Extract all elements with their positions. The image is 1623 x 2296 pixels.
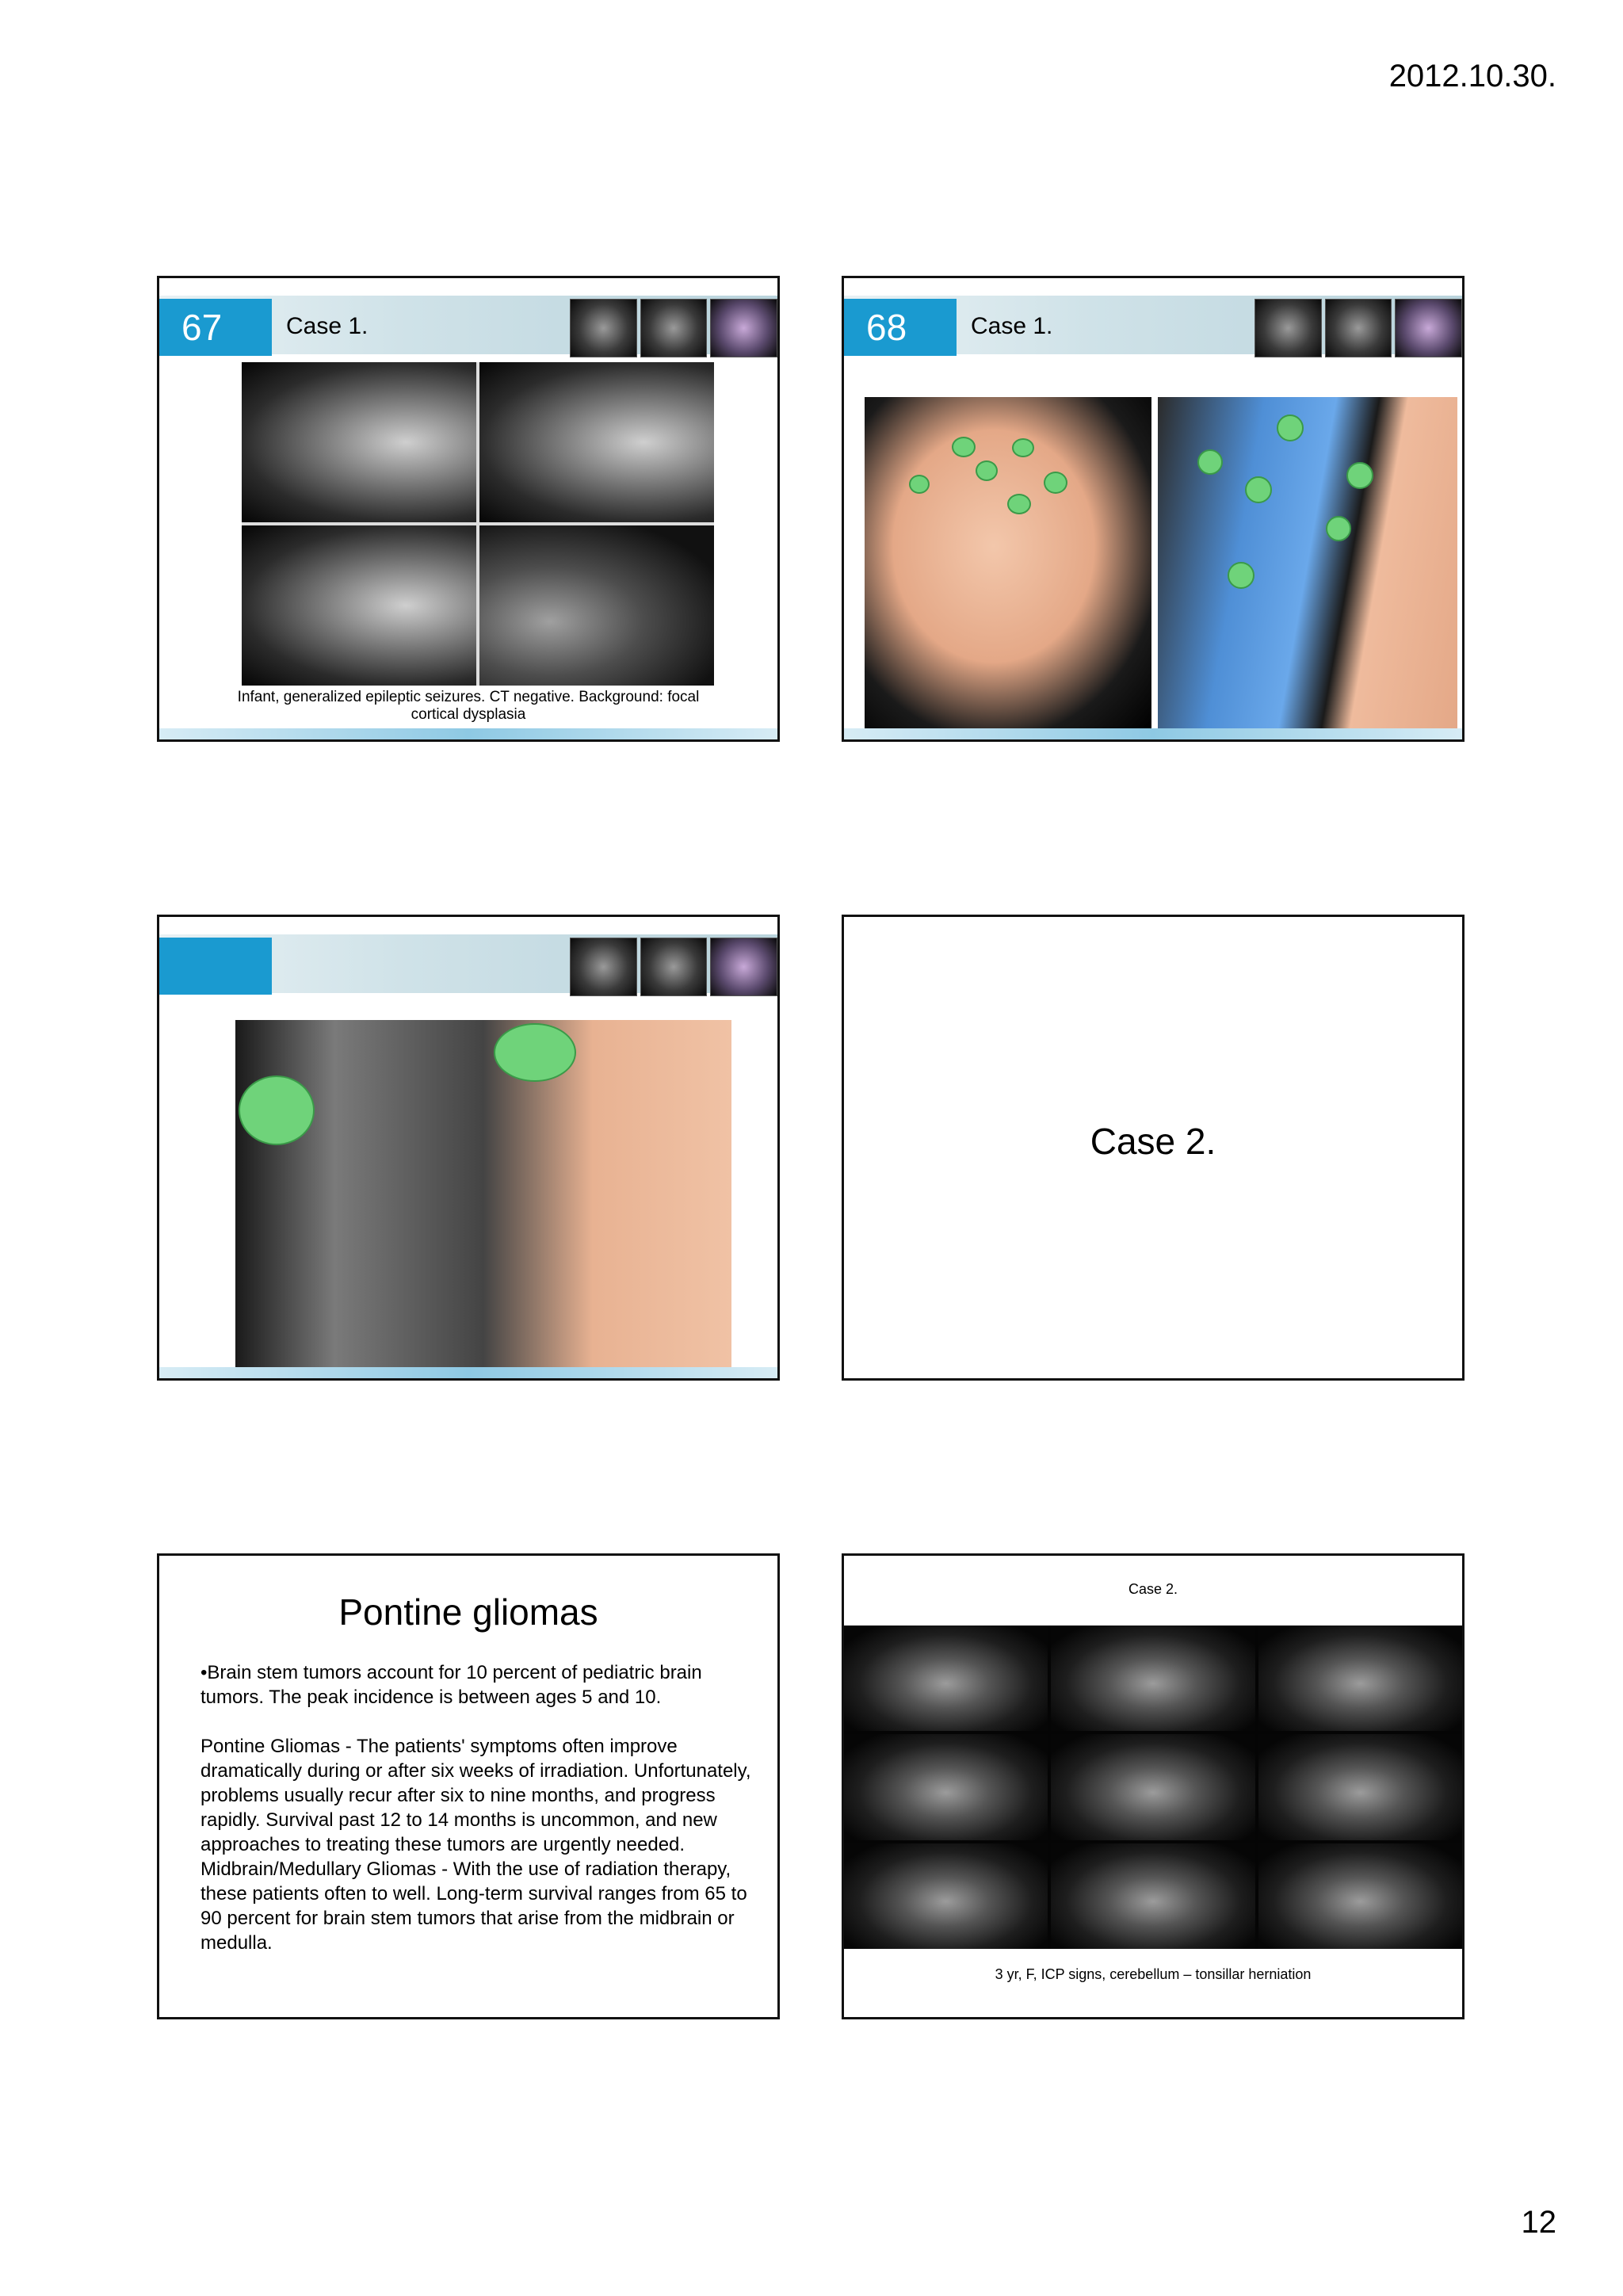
mri-thumbnail <box>640 299 708 357</box>
page-date: 2012.10.30. <box>1388 59 1556 94</box>
slide-68 <box>842 276 1465 742</box>
3d-head-render <box>865 397 1151 728</box>
mri-axial-slice <box>1051 1734 1254 1839</box>
mri-axial-slice <box>844 1734 1048 1839</box>
slide-67 <box>157 276 780 742</box>
slide-69 <box>157 915 780 1381</box>
slide-caption: 3 yr, F, ICP signs, cerebellum – tonsillar herniation <box>995 1966 1312 1982</box>
slide-title: Case 2. <box>1090 1121 1216 1162</box>
body-paragraph: Midbrain/Medullary Gliomas - With the use of radiation therapy, these patients often to well. Long-term survival ranges from 65 to 90 percent for brain stem tumors that arise from the midbrain or medulla. <box>200 1859 747 1954</box>
mri-axial-slice <box>1051 1843 1254 1949</box>
mri-axial-slice <box>844 1843 1048 1949</box>
slide-bottom-strip <box>844 728 1462 739</box>
mri-coronal-image <box>242 525 476 686</box>
slide-number: 68 <box>844 299 957 356</box>
mri-axial-image <box>242 362 476 522</box>
mri-thumbnail <box>1325 299 1392 357</box>
electrode-marker <box>494 1023 576 1082</box>
electrode-marker <box>239 1075 315 1145</box>
mri-thumbnail <box>570 299 637 357</box>
slide-title: Case 2. <box>1128 1581 1178 1597</box>
3d-brain-closeup-render <box>235 1020 731 1381</box>
slide-title: Case 1. <box>286 313 369 339</box>
mri-axial-slice <box>1258 1626 1462 1731</box>
slide-caption: Infant, generalized epileptic seizures. CT negative. Background: focal cortical dysplasia <box>237 689 700 723</box>
electrode-marker <box>1245 476 1272 503</box>
electrode-marker <box>1007 494 1031 514</box>
slide-number: 67 <box>159 299 272 356</box>
slide-pontine-gliomas <box>157 1553 780 2019</box>
electrode-marker <box>909 475 930 494</box>
3d-brain-render <box>1158 397 1457 728</box>
mri-axial-series <box>844 1626 1462 1949</box>
mri-image-grid <box>242 362 714 686</box>
slide-case-2-title <box>842 915 1465 1381</box>
mri-axial-slice <box>1258 1843 1462 1949</box>
body-paragraph: Pontine Gliomas - The patients' symptoms often improve dramatically during or after six weeks of irradiation. Unfortunately, problems usually recur after six to nine months, and progress rapidly. Survival past 12 to 14 months is uncommon, and new approaches to treating these tumors are urgently needed. <box>200 1736 751 1855</box>
header-thumbnails <box>570 938 777 996</box>
electrode-marker <box>1228 562 1254 589</box>
mri-thumbnail <box>1254 299 1322 357</box>
mri-sagittal-image <box>479 362 714 522</box>
electrode-marker <box>1044 472 1067 494</box>
mri-thumbnail <box>710 299 777 357</box>
mri-axial-slice <box>844 1626 1048 1731</box>
electrode-marker <box>1197 449 1223 475</box>
electrode-marker <box>1012 438 1034 457</box>
electrode-marker <box>1277 415 1304 441</box>
body-paragraph: •Brain stem tumors account for 10 percent of pediatric brain tumors. The peak incidence is between ages 5 and 10. <box>200 1662 702 1708</box>
mri-thumbnail <box>640 938 708 996</box>
slide-bottom-strip <box>159 728 777 739</box>
page-number: 12 <box>1521 2205 1556 2240</box>
header-thumbnails <box>1254 299 1462 357</box>
mri-axial-slice <box>1258 1734 1462 1839</box>
slide-bottom-strip <box>159 1367 777 1378</box>
paragraph-spacer <box>200 1710 755 1734</box>
slide-number <box>159 938 272 995</box>
electrode-marker <box>976 460 998 481</box>
mri-axial-slice <box>1051 1626 1254 1731</box>
mri-thumbnail <box>570 938 637 996</box>
slide-title: Pontine gliomas <box>338 1591 598 1633</box>
mri-thumbnail <box>710 938 777 996</box>
header-thumbnails <box>570 299 777 357</box>
electrode-marker <box>1326 516 1351 541</box>
slide-title: Case 1. <box>971 313 1053 339</box>
electrode-marker <box>952 437 976 457</box>
slide-body-text <box>200 1660 755 1955</box>
mri-sagittal-image-2 <box>479 525 714 686</box>
mri-thumbnail <box>1395 299 1462 357</box>
slide-case-2-mri <box>842 1553 1465 2019</box>
electrode-marker <box>1346 462 1373 489</box>
